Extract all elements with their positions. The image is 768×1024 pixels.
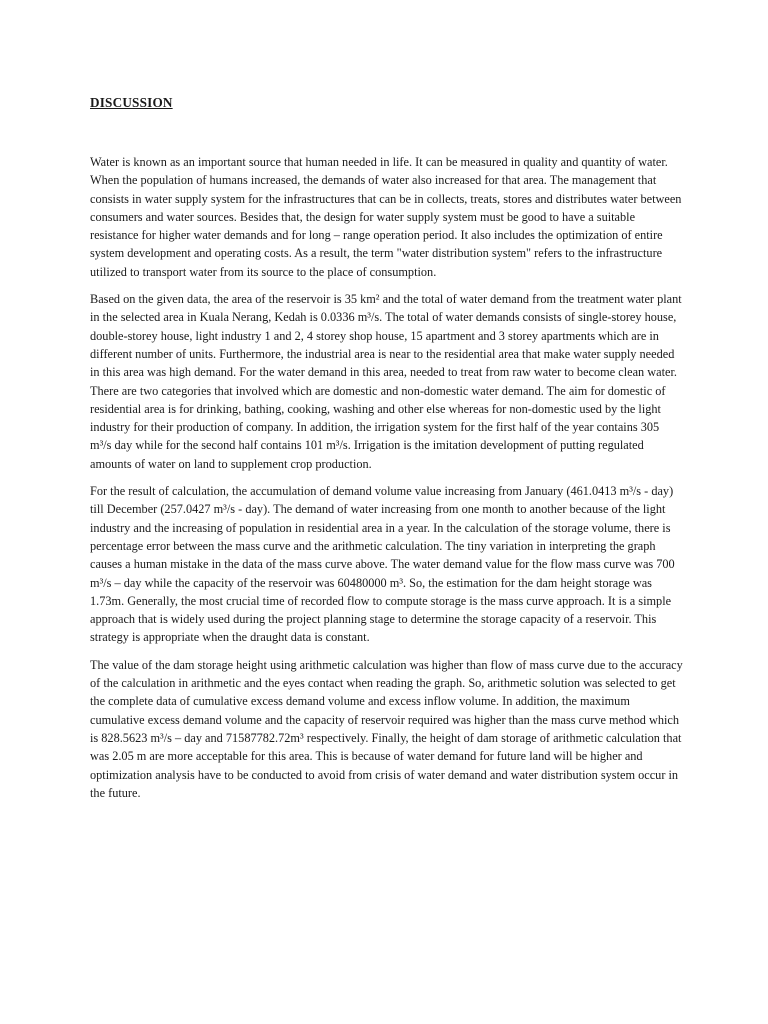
section-heading: DISCUSSION — [90, 95, 173, 110]
paragraph-intro: Water is known as an important source that human needed in life. It can be measured in quality and quantity of water. When the population of humans increased, the demands of water also increased for that area. The management that consists in water supply system for the infrastructures that can be in collects, treats, stores and distributes water between consumers and water sources. Besides that, the design for water supply system must be good to have a suitable resistance for higher water demands and for long – range operation period. It also includes the optimization of entire system development and operating costs. As a result, the term "water distribution system" refers to the infrastructure utilized to transport water from its source to the place of consumption. — [90, 155, 682, 279]
paragraph-conclusion: The value of the dam storage height using arithmetic calculation was higher than flow of mass curve due to the accuracy of the calculation in arithmetic and the eyes contact when reading the graph. So, arithmetic solution was selected to get the complete data of cumulative excess demand volume and excess inflow volume. In addition, the maximum cumulative excess demand volume and the capacity of reservoir required was higher than the mass curve method which is 828.5623 m³/s – day and 71587782.72m³ respectively. Finally, the height of dam storage of arithmetic calculation that was 2.05 m are more acceptable for this area. This is because of water demand for future land will be higher and optimization analysis have to be conducted to avoid from crisis of water demand and water distribution system occur in the future. — [90, 657, 683, 800]
paragraph-given-data: Based on the given data, the area of the reservoir is 35 km² and the total of water demand from the treatment water plant in the selected area in Kuala Nerang, Kedah is 0.0336 m³/s. The total of water demands consists of single-storey house, double-storey house, light industry 1 and 2, 4 storey shop house, 15 apartment and 3 storey apartments which are in different number of units. Furthermore, the industrial area is near to the residential area that make water supply needed in this area was high demand. For the water demand in this area, needed to treat from raw water to become clean water. There are two categories that involved which are domestic and non-domestic water demand. The aim for domestic of residential area is for drinking, bathing, cooking, washing and other else whereas for non-domestic used by the light industry for their production of company. In addition, the irrigation system for the first half of the year contains 305 m³/s day while for the second half contains 101 m³/s. Irrigation is the imitation development of putting regulated amounts of water on land to supplement crop production. — [90, 292, 682, 471]
paragraph-calculation-result: For the result of calculation, the accumulation of demand volume value increasing from January (461.0413 m³/s - day) till December (257.0427 m³/s - day). The demand of water increasing from one month to another because of the light industry and the increasing of population in residential area in a year. In the calculation of the storage volume, there is percentage error between the mass curve and the arithmetic calculation. The tiny variation in interpreting the graph causes a human mistake in the data of the mass curve above. The water demand value for the flow mass curve was 700 m³/s – day while the capacity of the reservoir was 60480000 m³. So, the estimation for the dam height storage was 1.73m. Generally, the most crucial time of recorded flow to compute storage is the mass curve approach. It is a simple approach that is widely used during the project planning stage to determine the storage capacity of a reservoir. This strategy is appropriate when the draught data is constant. — [90, 484, 675, 645]
